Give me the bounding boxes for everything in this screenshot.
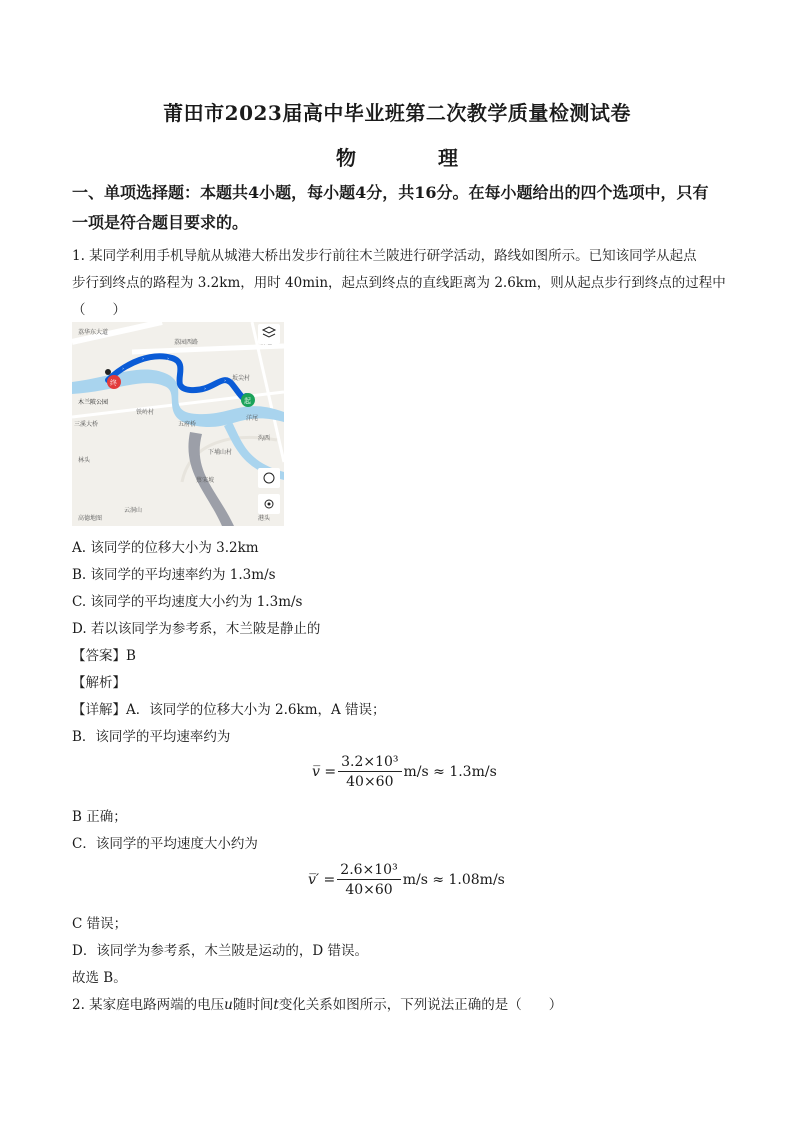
end-marker-label: 终 (110, 379, 117, 387)
formula-average-speed (312, 754, 497, 790)
map-label-7: 五府桥 (178, 421, 197, 428)
q1-line-3: （ ） (72, 302, 126, 318)
route-map (72, 322, 284, 526)
svg-text:›: › (167, 356, 169, 362)
map-label-16: 港头 (258, 515, 271, 522)
q2-var-t: t (273, 997, 279, 1013)
svg-text:›: › (142, 356, 144, 362)
svg-text:›: › (204, 386, 206, 392)
start-marker-label: 起 (244, 397, 251, 405)
option-b: B. 该同学的平均速率约为 1.3m/s (72, 567, 276, 583)
formula-1-denominator: 40×60 (346, 774, 394, 790)
map-label-13: 蔡宋坡 (196, 477, 215, 484)
formula-1-numerator: 3.2×10³ (338, 754, 401, 772)
svg-text:›: › (224, 378, 226, 384)
answer-row (72, 644, 136, 664)
d-text: D．该同学为参考系，木兰陂是运动的，D 错误。 (72, 943, 368, 959)
formula-2-denominator: 40×60 (345, 882, 393, 898)
formula-1-rhs: m/s ≈ 1.3m/s (403, 764, 497, 780)
map-label-8: 坂尖村 (232, 375, 251, 382)
svg-text:›: › (182, 380, 184, 386)
map-label-14: 洋尾 (246, 415, 259, 422)
rotate-map-button[interactable] (258, 468, 280, 488)
option-a: A. 该同学的位移大小为 3.2km (72, 540, 259, 556)
answer-label: 【答案】 (72, 648, 126, 664)
formula-2-rhs: m/s ≈ 1.08m/s (402, 872, 505, 888)
c-result: C 错误； (72, 916, 128, 932)
subject-heading (0, 142, 794, 171)
option-d: D. 若以该同学为参考系，木兰陂是静止的 (72, 621, 321, 637)
formula-2-numerator: 2.6×10³ (337, 862, 400, 880)
detail-label: 【详解】 (72, 702, 126, 718)
map-label-1: 荔华东大道 (78, 329, 109, 336)
formula-1-lhs: v̅ = (312, 764, 337, 780)
conclusion: 故选 B。 (72, 970, 127, 986)
map-label-12: 高德地图 (78, 515, 103, 522)
q1-line-1: 1. 某同学利用手机导航从城港大桥出发步行前往木兰陂进行研学活动，路线如图所示。已知该同学从起点 (72, 248, 697, 264)
option-c: C. 该同学的平均速度大小约为 1.3m/s (72, 594, 303, 610)
q2-line (72, 993, 562, 1013)
detail-row (72, 698, 386, 718)
q2-mid: 随时间 (232, 997, 274, 1013)
locate-button[interactable] (258, 494, 280, 514)
map-label-11: 云洞山 (124, 507, 143, 514)
q1-line-2: 步行到终点的路程为 3.2km，用时 40min，起点到终点的直线距离为 2.6km，则从起点步行到终点的过程中 (72, 275, 726, 291)
section-heading: 一、单项选择题：本题共4小题，每小题4分，共16分。在每小题给出的四个选项中，只有一项是符合题目要求的。 (72, 183, 709, 232)
detail-a: A．该同学的位移大小为 2.6km，A 错误； (126, 702, 386, 718)
q2-var-u: u (224, 997, 233, 1013)
exam-title: 莆田市2023届高中毕业班第二次教学质量检测试卷 (163, 101, 631, 125)
map-label-4: 木兰陂公园 (78, 399, 109, 406)
b-intro: B．该同学的平均速率约为 (72, 729, 231, 745)
route-map-graphic (72, 322, 284, 526)
q2-suffix: 变化关系如图所示，下列说法正确的是（ ） (278, 997, 563, 1013)
q2-prefix: 2. 某家庭电路两端的电压 (72, 997, 225, 1013)
formula-1-fraction (338, 754, 401, 790)
c-intro: C．该同学的平均速度大小约为 (72, 836, 258, 852)
formula-2-lhs: v̅′ = (308, 872, 336, 888)
map-label-2: 荔园西路 (174, 339, 199, 346)
map-label-15: 沟西 (258, 435, 271, 442)
subject-char-2: 理 (438, 146, 458, 170)
map-label-10: 林头 (78, 457, 91, 464)
map-label-6: 铁岭村 (136, 409, 155, 416)
answer-value: B (126, 648, 136, 664)
subject-char-1: 物 (336, 146, 356, 170)
svg-text:›: › (122, 366, 124, 372)
analysis-label: 【解析】 (72, 675, 126, 691)
map-point-icon (105, 369, 111, 375)
map-label-9: 下埔山村 (208, 449, 233, 456)
formula-2-fraction (337, 862, 400, 898)
layers-button[interactable] (258, 324, 280, 344)
map-label-5: 三溪大桥 (74, 421, 99, 428)
formula-average-velocity (308, 862, 505, 898)
b-result: B 正确； (72, 809, 127, 825)
